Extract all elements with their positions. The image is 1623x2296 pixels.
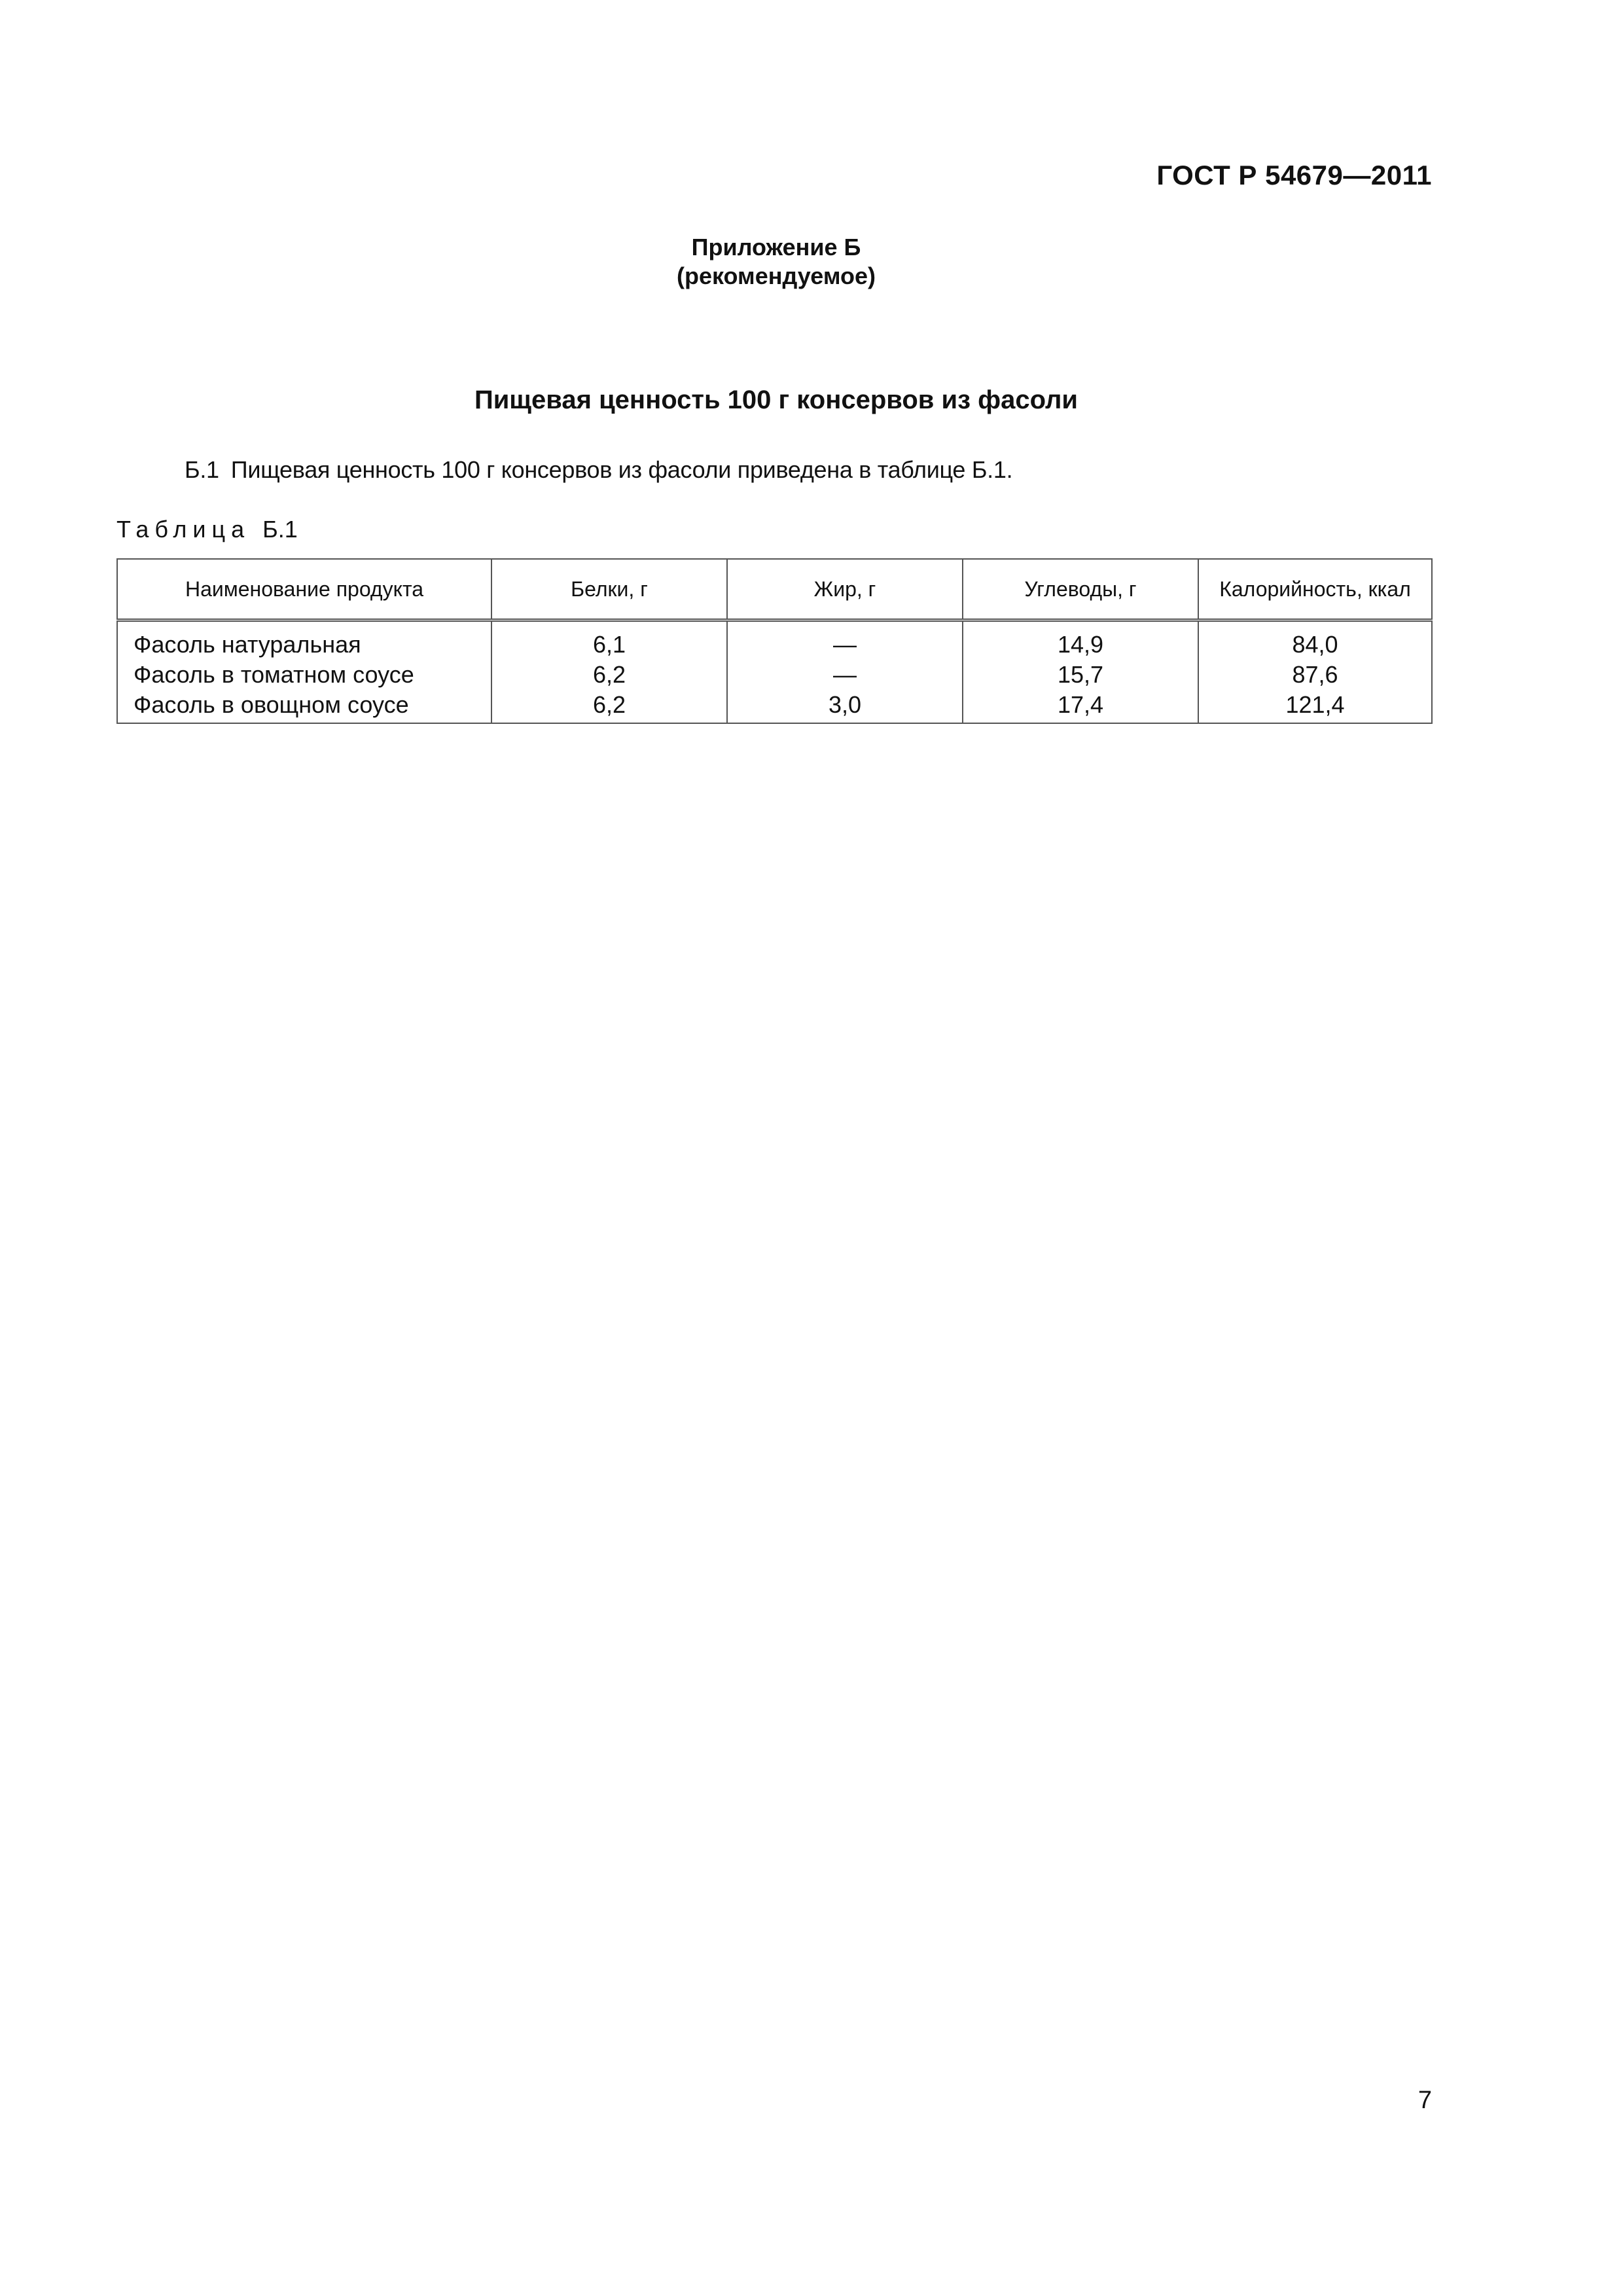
paragraph-number: Б.1 — [185, 456, 219, 483]
cell-fat: 3,0 — [727, 690, 963, 723]
table-label — [116, 516, 298, 543]
section-title: Пищевая ценность 100 г консервов из фасоли — [474, 386, 1079, 414]
nutrition-table — [116, 558, 1433, 724]
cell-fat: — — [727, 620, 963, 660]
table-row — [117, 690, 1432, 723]
column-header-protein: Белки, г — [491, 559, 727, 620]
column-header-product: Наименование продукта — [117, 559, 491, 620]
appendix-title: Приложение Б — [691, 234, 861, 260]
appendix-heading — [0, 233, 1552, 291]
paragraph-text: Пищевая ценность 100 г консервов из фасоли приведена в таблице Б.1. — [230, 456, 1013, 483]
table-label-number: Б.1 — [262, 516, 298, 543]
cell-calories: 84,0 — [1198, 620, 1432, 660]
cell-carbs: 17,4 — [963, 690, 1198, 723]
cell-fat: — — [727, 660, 963, 690]
table-row — [117, 660, 1432, 690]
cell-carbs: 15,7 — [963, 660, 1198, 690]
cell-protein: 6,2 — [491, 660, 727, 690]
document-code: ГОСТ Р 54679—2011 — [1156, 160, 1432, 190]
cell-product: Фасоль натуральная — [117, 620, 491, 660]
cell-carbs: 14,9 — [963, 620, 1198, 660]
paragraph-b1 — [185, 456, 1012, 484]
page-number: 7 — [1418, 2087, 1432, 2114]
column-header-fat: Жир, г — [727, 559, 963, 620]
column-header-calories: Калорийность, ккал — [1198, 559, 1432, 620]
cell-product: Фасоль в овощном соусе — [117, 690, 491, 723]
cell-protein: 6,1 — [491, 620, 727, 660]
cell-protein: 6,2 — [491, 690, 727, 723]
table-row — [117, 620, 1432, 660]
cell-product: Фасоль в томатном соусе — [117, 660, 491, 690]
table-label-word: Таблица — [116, 516, 251, 543]
appendix-status: (рекомендуемое) — [677, 262, 876, 289]
table-header-row — [117, 559, 1432, 620]
column-header-carbs: Углеводы, г — [963, 559, 1198, 620]
cell-calories: 87,6 — [1198, 660, 1432, 690]
cell-calories: 121,4 — [1198, 690, 1432, 723]
